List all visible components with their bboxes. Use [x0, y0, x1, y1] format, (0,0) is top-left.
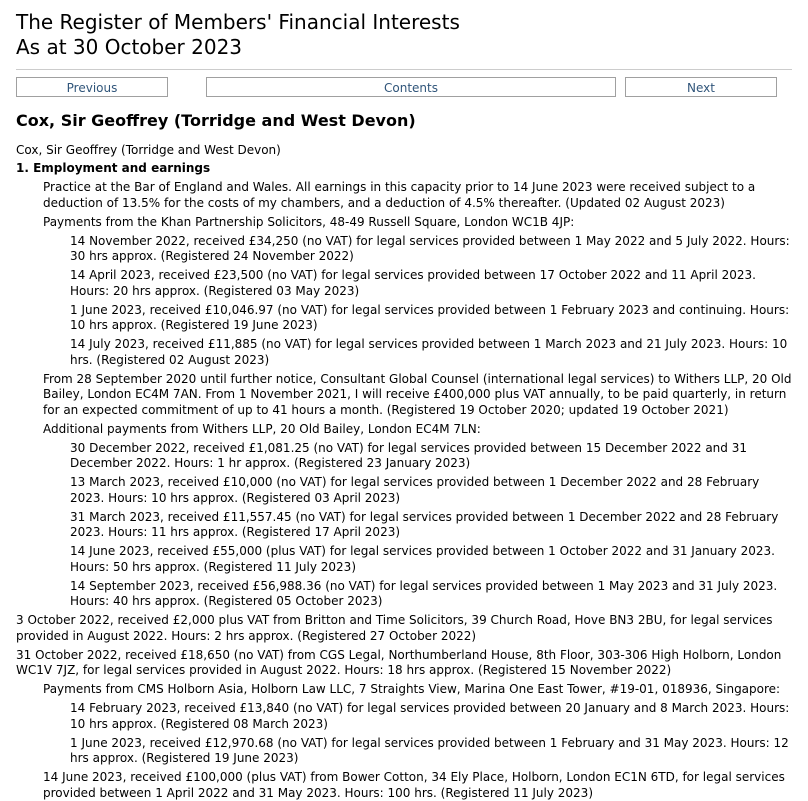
register-entry: Payments from the Khan Partnership Solicitors, 48-49 Russell Square, London WC1B 4JP:: [43, 214, 575, 229]
register-date: As at 30 October 2023: [16, 35, 243, 59]
register-entry: 31 March 2023, received £11,557.45 (no VAT) for legal services provided between 1 December 2022 and 28 February 2023. Hours: 11 hrs approx. (Registered 17 April 2023): [70, 509, 779, 539]
next-link[interactable]: Next: [625, 77, 777, 97]
register-entry: 1 June 2023, received £10,046.97 (no VAT) for legal services provided between 1 February 2023 and continuing. Hours: 10 hrs approx. (Registered 19 June 2023): [70, 302, 790, 332]
section-title: 1. Employment and earnings: [16, 160, 211, 175]
register-entry: 31 October 2022, received £18,650 (no VAT) from CGS Legal, Northumberland House, 8th Floor, 303-306 High Holborn, London WC1V 7JZ, for legal services provided in August 2022. Hours: 18 hrs approx. (Registered 15 November 2022): [16, 647, 782, 677]
register-entry: 30 December 2022, received £1,081.25 (no VAT) for legal services provided between 15 December 2022 and 31 December 2022. Hours: 1 hr approx. (Registered 23 January 2023): [70, 440, 747, 470]
register-entry: 13 March 2023, received £10,000 (no VAT) for legal services provided between 1 December 2022 and 28 February 2023. Hours: 10 hrs approx. (Registered 03 April 2023): [70, 475, 760, 505]
register-entry: Additional payments from Withers LLP, 20 Old Bailey, London EC4M 7LN:: [43, 421, 481, 436]
contents-link[interactable]: Contents: [206, 77, 616, 97]
register-entry: 1 June 2023, received £12,970.68 (no VAT) for legal services provided between 1 February and 31 May 2023. Hours: 12 hrs approx. (Registered 19 June 2023): [70, 735, 789, 765]
register-entry: Payments from CMS Holborn Asia, Holborn Law LLC, 7 Straights View, Marina One East Tower, #19-01, 018936, Singapore:: [43, 682, 781, 696]
register-entry: 14 June 2023, received £100,000 (plus VAT) from Bower Cotton, 34 Ely Place, Holborn, London EC1N 6TD, for legal services provided between 1 April 2022 and 31 May 2023. Hours: 100 hrs. (Registered 11 July 2023): [43, 770, 785, 800]
page-title: [16, 10, 792, 60]
register-entry: From 28 September 2020 until further notice, Consultant Global Counsel (international legal services) to Withers LLP, 20 Old Bailey, London EC4M 7AN. From 1 November 2021, I will receive £400,000 plus VAT annually, to be paid quarterly, in return for an expected commitment of up to 41 hours a month. (Registered 19 October 2020; updated 19 October 2021): [43, 371, 792, 417]
register-entry: 14 June 2023, received £55,000 (plus VAT) for legal services provided between 1 October 2022 and 31 January 2023. Hours: 50 hrs approx. (Registered 11 July 2023): [70, 544, 775, 574]
previous-link[interactable]: Previous: [16, 77, 168, 97]
entries-list: [16, 180, 792, 801]
register-entry: 3 October 2022, received £2,000 plus VAT from Britton and Time Solicitors, 39 Church Road, Hove BN3 2BU, for legal services provided in August 2022. Hours: 2 hrs approx. (Registered 27 October 2022): [16, 613, 773, 643]
register-entry: Practice at the Bar of England and Wales. All earnings in this capacity prior to 14 June 2023 were received subject to a deduction of 13.5% for the costs of my chambers, and a deduction of 4.5% thereafter. (Updated 02 August 2023): [43, 180, 756, 210]
member-heading: Cox, Sir Geoffrey (Torridge and West Devon): [16, 111, 416, 130]
register-title: The Register of Members' Financial Interests: [16, 10, 460, 34]
register-entry: 14 April 2023, received £23,500 (no VAT) for legal services provided between 17 October 2022 and 11 April 2023. Hours: 20 hrs approx. (Registered 03 May 2023): [70, 268, 756, 298]
register-entry: 14 July 2023, received £11,885 (no VAT) for legal services provided between 1 March 2023 and 21 July 2023. Hours: 10 hrs. (Registered 02 August 2023): [70, 337, 788, 367]
navigation-bar: [16, 69, 792, 98]
register-entry: 14 September 2023, received £56,988.36 (no VAT) for legal services provided between 1 May 2023 and 31 July 2023. Hours: 40 hrs approx. (Registered 05 October 2023): [70, 578, 778, 608]
register-entry: 14 November 2022, received £34,250 (no VAT) for legal services provided between 1 May 2022 and 5 July 2022. Hours: 30 hrs approx. (Registered 24 November 2022): [70, 233, 790, 263]
member-subheading: Cox, Sir Geoffrey (Torridge and West Devon): [16, 143, 281, 157]
register-entry: 14 February 2023, received £13,840 (no VAT) for legal services provided between 20 January and 8 March 2023. Hours: 10 hrs approx. (Registered 08 March 2023): [70, 701, 790, 731]
